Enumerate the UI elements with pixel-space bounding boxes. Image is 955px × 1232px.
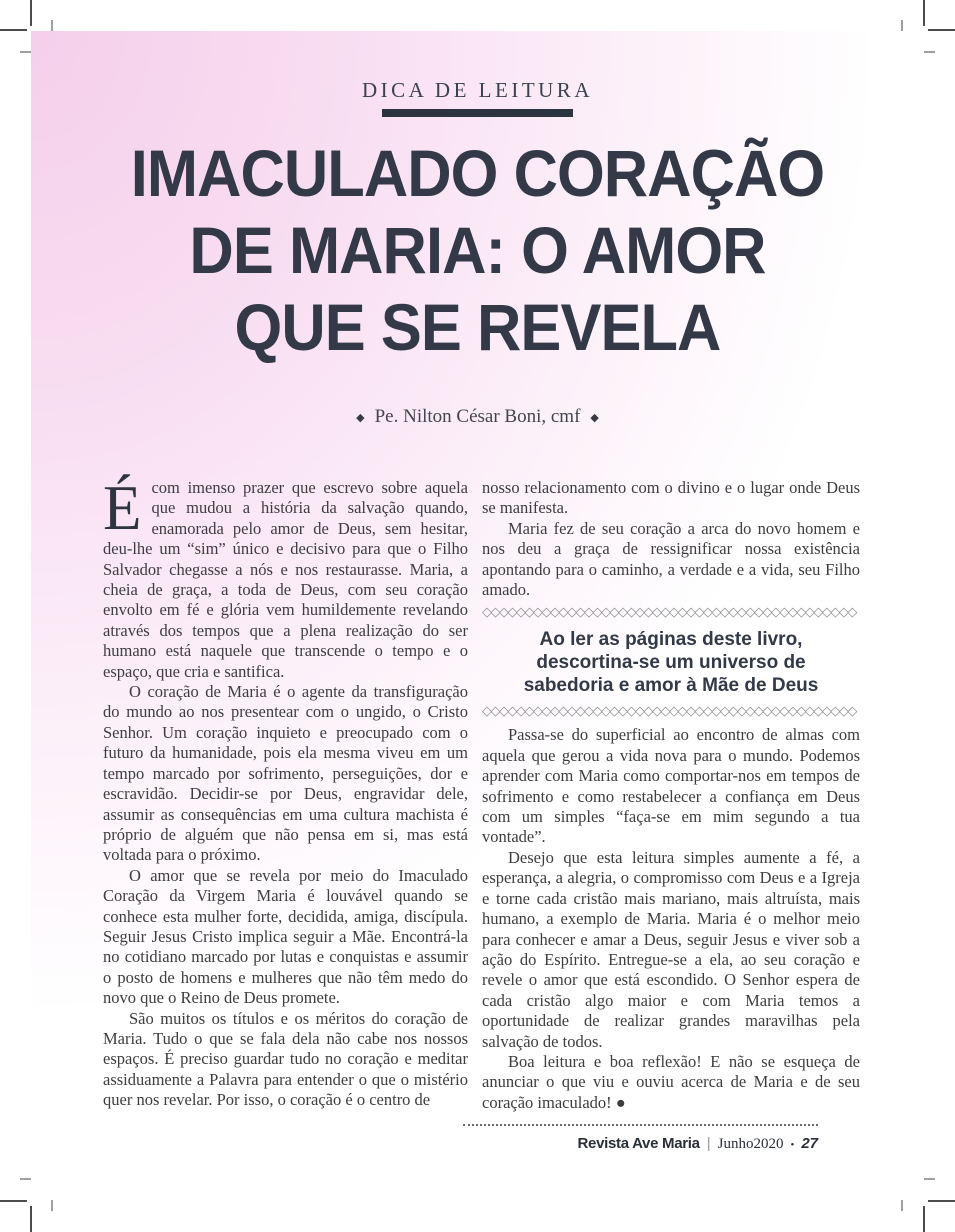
crop-mark [0,29,27,31]
diamond-chain-ornament: ◇◇◇◇◇◇◇◇◇◇◇◇◇◇◇◇◇◇◇◇◇◇◇◇◇◇◇◇◇◇◇◇◇◇◇◇◇◇◇◇◇◇◇◇ [482,705,856,720]
kicker-underline-bar [382,109,573,117]
footer-text [463,1135,818,1153]
section-kicker: DICA DE LEITURA [362,78,593,102]
drop-cap: É [103,473,142,543]
footer-separator: | [706,1135,711,1152]
article-title-line: QUE SE REVELA [234,290,721,364]
page-footer [463,1124,818,1153]
page-number: 27 [801,1135,818,1152]
footer-bullet: • [790,1139,795,1151]
crop-mark [30,1206,32,1232]
byline [31,406,924,428]
paragraph: São muitos os títulos e os méritos do coração de Maria. Tudo o que se fala dela não cabe nos nossos espaços. É preciso guardar tudo no coração e meditar assiduamente a Palavra para entender o que o mistério quer nos revelar. Por isso, o coração é o centro de [103,1008,468,1110]
issue-date: Junho2020 [717,1136,784,1152]
right-column [482,478,860,1113]
article-title-line: IMACULADO CORAÇÃO [130,136,825,210]
paragraph: O coração de Maria é o agente da transfiguração do mundo ao nos presentear com o ungido, o Cristo Senhor. Um coração inquieto e preocupado com o futuro da humanidade, pois ela mesma viveu em um tempo marcado por sofrimento, perseguições, dor e escravidão. Decidir-se por Deus, engravidar dele, assumir as consequências em uma cultura machista é próprio de alguém que não pensa em si, mas está voltada para o próximo. [103,682,468,865]
crop-mark [0,1200,27,1202]
diamond-chain-ornament: ◇◇◇◇◇◇◇◇◇◇◇◇◇◇◇◇◇◇◇◇◇◇◇◇◇◇◇◇◇◇◇◇◇◇◇◇◇◇◇◇◇◇◇◇ [482,606,856,621]
left-column [103,473,468,1113]
pull-quote-line: sabedoria e amor à Mãe de Deus [523,675,819,697]
footer-dotted-rule [463,1124,818,1126]
paragraph: O amor que se revela por meio do Imaculado Coração da Virgem Maria é louvável quando se conhece esta mulher forte, decidida, amiga, discípula. Seguir Jesus Cristo implica seguir a Mãe. Encontrá-la no cotidiano marcado por lutas e conquistas e assumir o posto de homens e mulheres que não têm medo do novo que o Reino de Deus promete. [103,865,468,1008]
paragraph: Maria fez de seu coração a arca do novo homem e nos deu a graça de ressignificar nossa existência apontando para o caminho, a verdade e a vida, seu Filho amado. [482,518,860,600]
pull-quote-line: Ao ler as páginas deste livro, [539,629,803,651]
article-title [62,135,892,366]
magazine-paper [31,31,924,1200]
crop-mark [928,29,955,31]
pull-quote-line: descortina-se um universo de [536,652,806,674]
crop-mark [923,0,925,26]
crop-mark [928,1200,955,1202]
diamond-icon: ◆ [356,410,365,424]
paragraph: Passa-se do superficial ao encontro de almas com aquela que gerou a vida nova para o mundo. Podemos aprender com Maria como comportar-nos em tempos de sofrimento e como restabelecer a confiança em Deus com um simples “faça-se em mim segundo a tua vontade”. [482,725,860,847]
crop-mark [923,1206,925,1232]
author-name: Pe. Nilton César Boni, cmf [374,406,581,427]
paragraph: Boa leitura e boa reflexão! E não se esqueça de anunciar o que viu e ouviu acerca de Maria e de seu coração imaculado! ● [482,1051,860,1112]
paragraph: nosso relacionamento com o divino e o lugar onde Deus se manifesta. [482,478,860,518]
pull-quote [482,628,860,697]
article-title-line: DE MARIA: O AMOR [189,213,766,287]
article-body [103,473,860,1113]
magazine-name: Revista Ave Maria [577,1135,700,1152]
diamond-icon: ◆ [590,410,599,424]
paragraph: Desejo que esta leitura simples aumente a fé, a esperança, a alegria, o compromisso com Deus e a Igreja e torne cada cristão mais mariano, mais altruísta, mais humano, a exemplo de Maria. Maria é o melhor meio para conhecer e amar a Deus, seguir Jesus e viver sob a ação do Espírito. Entregue-se a ela, ao seu coração e revele o amor que está escondido. O Senhor espera de cada cristão algo maior e com Maria temos a oportunidade de realizar grandes maravilhas pela salvação de todos. [482,847,860,1051]
paragraph [103,473,468,682]
crop-mark [30,0,32,26]
paragraph-text: com imenso prazer que escrevo sobre aquela que mudou a história da salvação quando, enamorada pelo amor de Deus, sem hesitar, deu-lhe um “sim” único e decisivo para que o Filho Salvador chegasse a nós e nos restaurasse. Maria, a cheia de graça, a toda de Deus, com seu coração envolto em fé e glória vem humildemente revelando através dos tempos que a plena realização do ser humano está naquele que transcende o tempo e o espaço, que cria e santifica. [103,478,468,681]
section-header [31,78,924,117]
